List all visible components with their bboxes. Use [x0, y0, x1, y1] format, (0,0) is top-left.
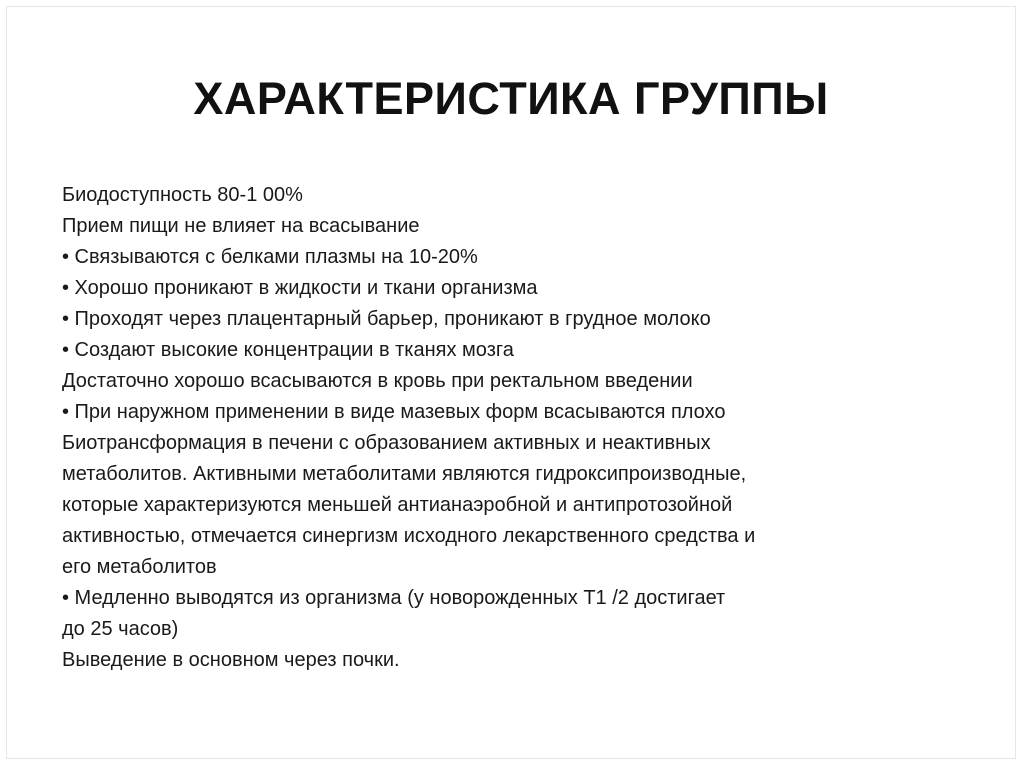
text-line: • Связываются с белками плазмы на 10-20%: [62, 246, 478, 268]
text-line: Достаточно хорошо всасываются в кровь при ректальном введении: [62, 370, 693, 392]
text-line: Прием пищи не влияет на всасывание: [62, 215, 420, 237]
text-line: Биодоступность 80-1 00%: [62, 184, 303, 206]
text-line: его метаболитов: [62, 556, 217, 578]
slide: [6, 6, 1016, 759]
text-line: Биотрансформация в печени с образованием активных и неактивных: [62, 432, 711, 454]
text-line: Выведение в основном через почки.: [62, 649, 400, 671]
text-line: до 25 часов): [62, 618, 179, 640]
text-line: • Медленно выводятся из организма (у новорожденных Т1 /2 достигает: [62, 587, 726, 609]
text-line: • Создают высокие концентрации в тканях мозга: [62, 339, 514, 361]
text-line: • Хорошо проникают в жидкости и ткани организма: [62, 277, 538, 299]
text-line: активностью, отмечается синергизм исходного лекарственного средства и: [62, 525, 756, 547]
text-line: которые характеризуются меньшей антианаэробной и антипротозойной: [62, 494, 733, 516]
text-line: метаболитов. Активными метаболитами являются гидроксипроизводные,: [62, 463, 747, 485]
slide-title: ХАРАКТЕРИСТИКА ГРУППЫ: [193, 73, 829, 124]
text-line: • Проходят через плацентарный барьер, проникают в грудное молоко: [62, 308, 711, 330]
slide-body-text: [62, 180, 962, 676]
text-line: • При наружном применении в виде мазевых форм всасываются плохо: [62, 401, 726, 423]
